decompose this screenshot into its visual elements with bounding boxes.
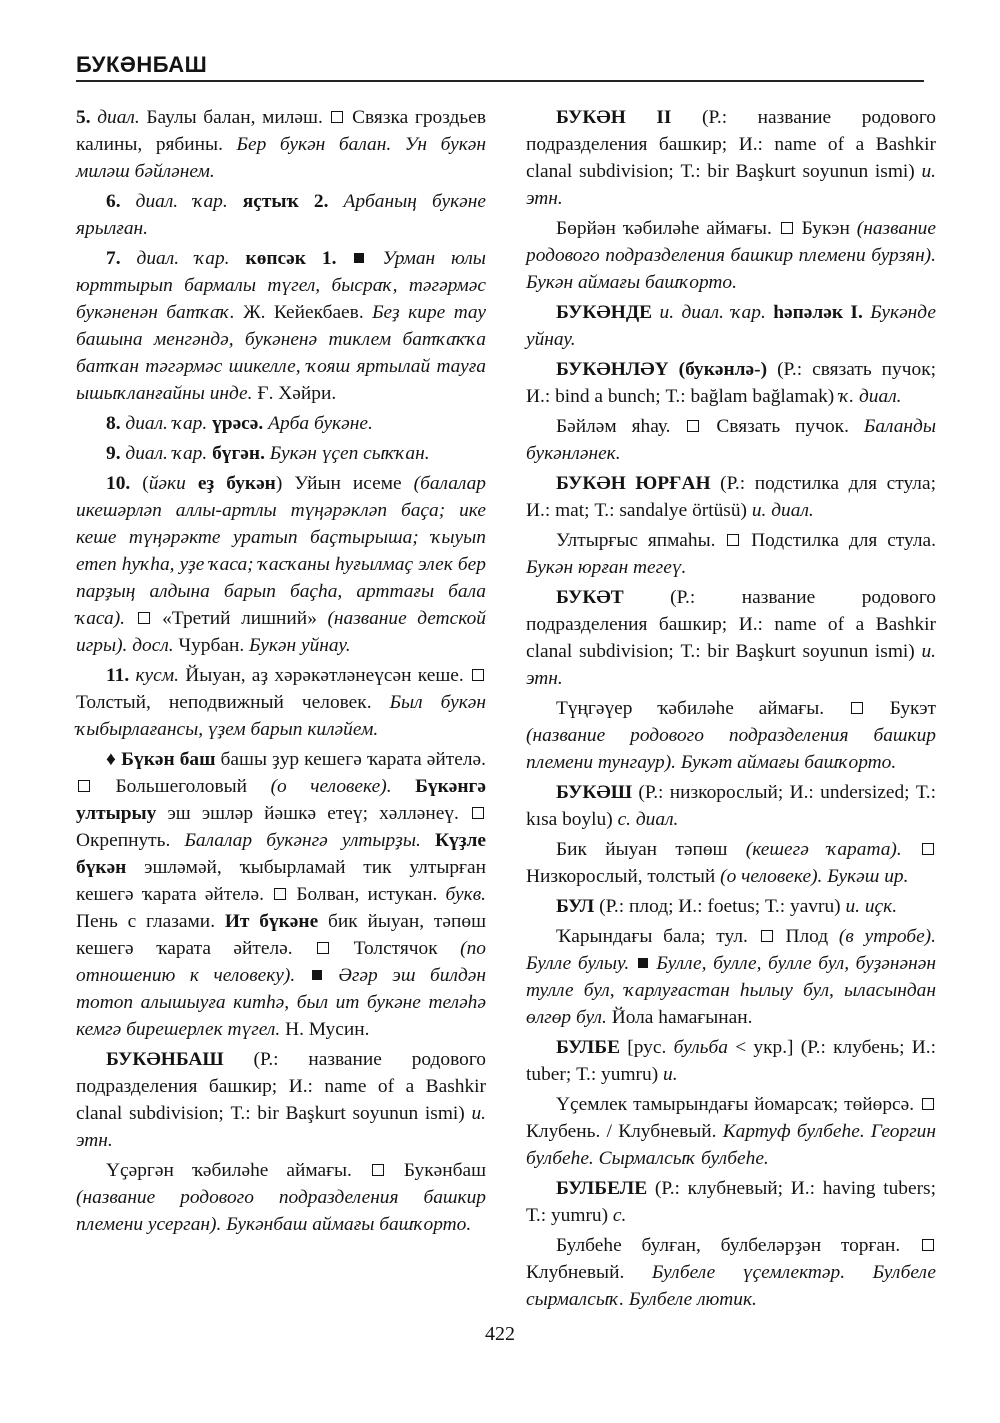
text: [рус.: [620, 1037, 674, 1058]
text: [230, 248, 246, 269]
headword: Бүкәнгә ултырыу: [76, 776, 486, 824]
text: [392, 776, 416, 797]
italic-text: Арбаның букәне ярылған.: [76, 191, 486, 239]
headword: 8.: [106, 413, 121, 434]
text: (Р.: название родового подразделения башкир; И.: name of a Bashkir clanal subdivision; Т.: bir Başkurt soyunun ismi): [526, 107, 936, 182]
italic-text: диал. ҡар.: [135, 191, 228, 212]
italic-text: (название родового подразделения башкир племени тунгаур). Букәт аймағы башҡорто.: [526, 725, 936, 773]
italic-text: Арба букәне.: [268, 413, 373, 434]
text: (Р.: связать пучок; И.: bind a bunch; Т.: bağlam bağlamak): [526, 359, 937, 407]
headword: 7.: [106, 248, 121, 269]
text: [336, 248, 352, 269]
headword: һәпәләк I.: [773, 302, 863, 323]
text: Үҫемлек тамырындағы йомарсаҡ; төйөрсә.: [556, 1094, 920, 1115]
text: Плод: [774, 926, 839, 947]
italic-text: (о человеке).: [270, 776, 392, 797]
header-rule: [76, 80, 924, 82]
italic-text: Урман юлы юрттырып бармалы түгел, бысраҡ, тәгәрмәс букәненән батҡаҡ.: [76, 248, 486, 323]
text: эш эшләр йәшкә етеү; хәлләнеү.: [156, 803, 470, 824]
italic-text: Әгәр эш билдән тотоп алышыуға китһә, был ит букәне теләһә кемгә бирешерлек түгел.: [76, 965, 486, 1040]
entry-paragraph: [76, 410, 486, 437]
entry-paragraph: [526, 923, 936, 1031]
entry-paragraph: [526, 836, 936, 890]
headword: 10.: [106, 473, 131, 494]
text: башы ҙур кешегә ҡарата әйтелә.: [215, 749, 486, 770]
text: Толстый, неподвижный человек.: [76, 692, 390, 713]
headword: БУКӘНДЕ: [556, 302, 653, 323]
italic-text: Букән үҫеп сыҡҡан.: [269, 443, 430, 464]
text: Связка гроздьев калины, рябины.: [76, 107, 486, 155]
text: Букэн: [794, 218, 857, 239]
italic-text: бульба: [673, 1037, 728, 1058]
entry-paragraph: [526, 104, 936, 212]
translation-box-icon: [317, 942, 329, 954]
text: [366, 248, 382, 269]
headword: 5.: [76, 107, 91, 128]
italic-text: (название родового подразделения башкир племени усерган). Букәнбаш аймағы башҡорто.: [76, 1187, 486, 1235]
text: Окрепнуть.: [76, 830, 185, 851]
entry-paragraph: [526, 527, 936, 581]
entry-paragraph: [526, 470, 936, 524]
example-square-icon: [354, 253, 364, 263]
text: Ж. Кейекбаев.: [234, 302, 373, 323]
italic-text: диал. ҡар.: [136, 248, 230, 269]
text: [295, 965, 310, 986]
headword: Күҙле бүкән: [76, 830, 486, 878]
translation-box-icon: [922, 843, 934, 855]
translation-box-icon: [274, 888, 286, 900]
entry-paragraph: [526, 584, 936, 692]
entry-paragraph: [76, 746, 486, 1043]
left-column: [76, 104, 486, 1241]
translation-box-icon: [727, 534, 739, 546]
translation-box-icon: [372, 1164, 384, 1176]
entry-paragraph: [76, 1046, 486, 1154]
italic-text: Булле, булле, булле бул, буҙәнәнән тулле бул, ҡарлуғастан һылыу бул, ыласындан өлгөр бул.: [526, 953, 936, 1028]
text: (: [130, 473, 149, 494]
text: Баулы балан, миләш.: [139, 107, 330, 128]
headword: Ит бүкәне: [224, 911, 319, 932]
italic-text: Был букән ҡыбырлағансы, үҙем барып киләйем.: [76, 692, 486, 740]
text: «Третий лишний»: [151, 608, 328, 629]
entry-paragraph: [526, 1091, 936, 1172]
italic-text: ҡ. диал.: [839, 386, 902, 407]
translation-box-icon: [472, 669, 484, 681]
entry-paragraph: [76, 1157, 486, 1238]
text: [324, 965, 339, 986]
text: Булбеһе булған, булбеләрҙән торған.: [556, 1235, 920, 1256]
entry-paragraph: [526, 215, 936, 296]
text: [328, 191, 343, 212]
text: Үҫәргән ҡәбиләһе аймағы.: [106, 1160, 370, 1181]
translation-box-icon: [78, 780, 90, 792]
headword: еҙ букән: [197, 473, 276, 494]
entry-paragraph: [76, 662, 486, 743]
text: (Р.: низкорослый; И.: undersized; Т.: kısa boylu): [526, 782, 936, 830]
text: [421, 830, 435, 851]
text: Связать пучок.: [701, 416, 864, 437]
italic-text: кусм.: [135, 665, 179, 686]
entry-paragraph: [76, 188, 486, 242]
text: Толстячок: [331, 938, 461, 959]
translation-box-icon: [922, 1239, 934, 1251]
text: Клубневый.: [526, 1262, 652, 1283]
italic-text: (кешегә ҡарата).: [745, 839, 902, 860]
text: Йола һамағынан.: [606, 1007, 753, 1028]
italic-text: Букән юрған тегеү.: [526, 557, 687, 578]
text: эшләмәй, ҡыбырламай тик ултырған кешегә ҡарата әйтелә.: [76, 857, 486, 905]
example-square-icon: [312, 970, 322, 980]
italic-text: диал. ҡар.: [125, 413, 208, 434]
italic-text: Булбеле үҫемлектәр. Булбеле сырмалсыҡ. Булбеле лютик.: [526, 1262, 937, 1310]
text: Н. Мусин.: [280, 1019, 370, 1040]
headword: БУЛ: [556, 896, 595, 917]
text: [902, 839, 920, 860]
text: (Р.: подстилка для стула; И.: mat; Т.: sandalye örtüsü): [526, 473, 936, 521]
italic-text: и. иҫк.: [845, 896, 898, 917]
italic-text: (о человеке). Букәш ир.: [720, 866, 909, 887]
text: Бик йыуан тәпөш: [556, 839, 746, 860]
translation-box-icon: [138, 612, 150, 624]
italic-text: и. диал.: [751, 500, 814, 521]
translation-box-icon: [331, 111, 343, 123]
text: Түңгәүер ҡәбиләһе аймағы.: [556, 698, 849, 719]
headword: БУКӘН ЮРҒАН: [556, 473, 711, 494]
entry-paragraph: [526, 1175, 936, 1229]
entry-paragraph: [526, 356, 936, 410]
text: Болван, истукан.: [288, 884, 446, 905]
translation-box-icon: [922, 1098, 934, 1110]
headword: БУКӘТ: [556, 587, 624, 608]
running-header: БУКӘНБАШ: [76, 52, 208, 77]
entry-paragraph: [526, 413, 936, 467]
italic-text: Беҙ кире тау башына менгәндә, букәненә тиклем батҡаҡҡа батҡан тәгәрмәс шикелле, ҡояш яртылай тауға ышыҡланғайны инде.: [76, 302, 486, 404]
text: Низкорослый, толстый: [526, 866, 721, 887]
headword: БУКӘШ: [556, 782, 633, 803]
text: Пень с глазами.: [76, 911, 225, 932]
text: Букэт: [864, 698, 937, 719]
headword: БУЛБЕЛЕ: [556, 1178, 648, 1199]
headword: 9.: [106, 443, 121, 464]
text: (Р.: название родового подразделения башкир; И.: name of a Bashkir clanal subdivision; Т.: bir Başkurt soyunun ismi): [76, 1049, 486, 1124]
italic-text: йәки: [148, 473, 198, 494]
italic-text: Баланды букәнләнек.: [526, 416, 936, 464]
text: Бөрйән ҡәбиләһе аймағы.: [556, 218, 779, 239]
headword: ♦ Бүкән баш: [106, 749, 216, 770]
entry-paragraph: [526, 299, 936, 353]
italic-text: (по отношению к человеку).: [76, 938, 487, 986]
italic-text: с. диал.: [617, 809, 679, 830]
italic-text: и. диал. ҡар.: [659, 302, 766, 323]
entry-paragraph: [526, 893, 936, 920]
text: [228, 191, 243, 212]
text: (Р.: название родового подразделения башкир; И.: name of a Bashkir clanal subdivision; Т.: bir Başkurt soyunun ismi): [526, 587, 936, 662]
translation-box-icon: [851, 702, 863, 714]
entry-paragraph: [526, 779, 936, 833]
translation-box-icon: [761, 930, 773, 942]
headword: яҫтыҡ 2.: [242, 191, 329, 212]
italic-text: букв.: [445, 884, 486, 905]
translation-box-icon: [472, 807, 484, 819]
text: < укр.] (Р.: клубень; И.: tuber; Т.: yumru): [526, 1037, 936, 1085]
text: Большеголовый: [92, 776, 271, 797]
italic-text: с.: [612, 1205, 627, 1226]
italic-text: Букән уйнау.: [249, 635, 351, 656]
text: [125, 608, 136, 629]
text: Клубень. / Клубневый.: [526, 1121, 723, 1142]
text: Бәйләм яһау.: [556, 416, 686, 437]
entry-paragraph: [76, 245, 486, 407]
right-column: [526, 104, 936, 1316]
entry-paragraph: [526, 695, 936, 776]
text: Ғ. Хәйри.: [252, 383, 337, 404]
headword: БУЛБЕ: [556, 1037, 621, 1058]
text: (Р.: плод; И.: foetus; Т.: yavru): [594, 896, 846, 917]
italic-text: диал. ҡар.: [125, 443, 208, 464]
headword: БУКӘНБАШ: [106, 1049, 224, 1070]
italic-text: Бер букән балан. Ун букән миләш бәйләнем.: [76, 134, 487, 182]
page-number: 422: [485, 1323, 515, 1345]
italic-text: (балалар икешәрләп аллы-артлы түңәрәкләп баҫа; ике кеше түңәрәкте уратып баҫтырыша; ҡыуып етеп һуҡһа, уҙе ҡаса; ҡасҡаны һуғылмаҫ элек бер парҙың алдына барып баҫһа, арттағы бала ҡаса).: [76, 473, 486, 629]
example-square-icon: [638, 958, 648, 968]
translation-box-icon: [781, 222, 793, 234]
headword: бүгән.: [212, 443, 265, 464]
italic-text: и. этн.: [526, 161, 936, 209]
italic-text: и.: [663, 1064, 678, 1085]
text: ) Уйын исеме: [275, 473, 414, 494]
text: [652, 302, 659, 323]
entry-paragraph: [76, 104, 486, 185]
text: [121, 248, 137, 269]
headword: көпсәк 1.: [245, 248, 337, 269]
text: Подстилка для стула.: [741, 530, 936, 551]
text: Ултырғыс япмаһы.: [556, 530, 726, 551]
text: Чурбан.: [173, 635, 250, 656]
text: [121, 191, 136, 212]
italic-text: диал.: [97, 107, 140, 128]
headword: 6.: [106, 191, 121, 212]
entry-paragraph: [526, 1232, 936, 1313]
italic-text: и. этн.: [76, 1103, 486, 1151]
entry-paragraph: [526, 1034, 936, 1088]
text: (Р.: клубневый; И.: having tubers; Т.: yumru): [526, 1178, 936, 1226]
italic-text: Картуф булбеһе. Георгин булбеһе. Сырмалсыҡ булбеһе.: [526, 1121, 936, 1169]
text: Ҡарындағы бала; тул.: [556, 926, 759, 947]
text: Букәнбаш: [385, 1160, 486, 1181]
text: [629, 953, 636, 974]
text: Йыуан, аҙ хәрәкәтләнеүсән кеше.: [178, 665, 470, 686]
italic-text: и. этн.: [526, 641, 936, 689]
headword: 11.: [106, 665, 130, 686]
entry-paragraph: [76, 470, 486, 659]
italic-text: Букәнде уйнау.: [526, 302, 936, 350]
text: бик йыуан, тәпөш кешегә ҡарата әйтелә.: [76, 911, 487, 959]
italic-text: (название детской игры). досл.: [76, 608, 486, 656]
italic-text: (название родового подразделения башкир племени бурзян). Букән аймағы башҡорто.: [526, 218, 936, 293]
headword: БУКӘНЛӘҮ (букәнлә-): [556, 359, 768, 380]
italic-text: (в утробе). Булле булыу.: [526, 926, 936, 974]
headword: үрәсә.: [212, 413, 264, 434]
headword: БУКӘН II: [556, 107, 672, 128]
italic-text: Балалар букәнгә ултырҙы.: [184, 830, 421, 851]
translation-box-icon: [687, 420, 699, 432]
entry-paragraph: [76, 440, 486, 467]
